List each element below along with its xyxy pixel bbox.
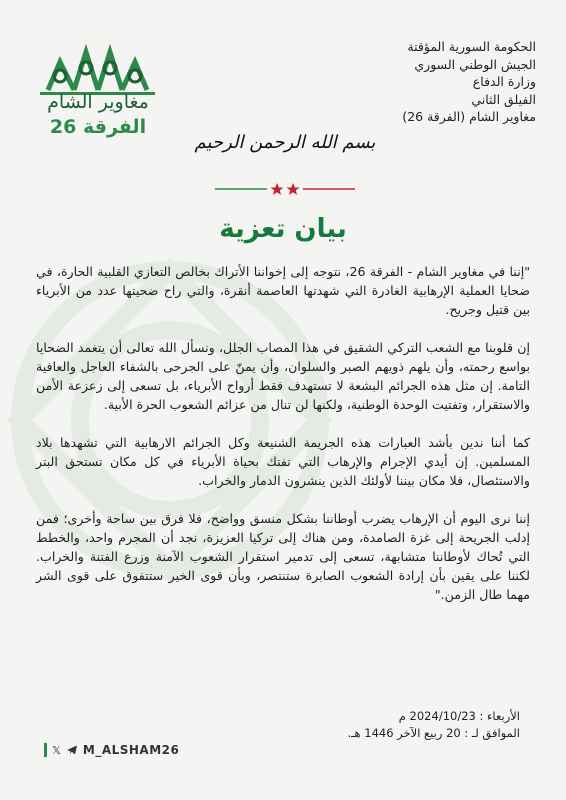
- body-paragraph: كما أننا ندين بأشد العبارات هذه الجريمة الشنيعة وكل الجرائم الارهابية التي تشهدها بلاد المسلمين. إن أيدي الإجرام والإرهاب التي تفتك بحياة الأبرياء في كل مكان تستحق البتر والاستئصال، فلا مكان بيننا لأولئك الذين ينشرون الدمار والخراب.: [36, 435, 530, 488]
- date-gregorian: الأربعاء : 2024/10/23 م: [398, 709, 520, 723]
- body-paragraph: إننا نرى اليوم أن الإرهاب يضرب أوطاننا بشكل منسق وواضح، فلا فرق بين ساحة وأخرى؛ فمن إدلب الجريحة إلى غزة الصامدة، ومن هناك إلى تركيا العزيزة، نجد أن المجرم واحد، والخطط التي تُحاك لأوطاننا متشابهة، تسعى إلى تدمير استقرار الشعوب الآمنة وزرع الفتنة والخراب. لكننا على يقين بأن إرادة الشعوب الصابرة ستنتصر، وبأن قوى الخير ستتفوق على قوى الشر مهما طال الزمن.": [36, 511, 530, 602]
- star-icon: [270, 183, 283, 195]
- logo-division: الفرقة 26: [49, 116, 147, 138]
- body-paragraph: "إننا في مغاوير الشام - الفرقة 26، نتوجه إلى إخواننا الأتراك بخالص التعازي القلبية الحارة، في ضحايا العملية الإرهابية الغادرة التي شهدتها العاصمة أنقرة، والتي راح ضحيتها عدد من الأبرياء بين قتيل وجريح.: [36, 264, 530, 317]
- body-paragraph: إن قلوبنا مع الشعب التركي الشقيق في هذا المصاب الجلل، ونسأل الله تعالى أن يتغمد الضحايا بواسع رحمته، وأن يلهم ذويهم الصبر والسلوان، وأن يمنّ على الجرحى بالشفاء العاجل والعافية التامة. إن مثل هذه الجرائم البشعة لا تستهدف فقط أرواح الأبرياء، بل تسعى إلى زعزعة الأمن والاستقرار، وتفتيت الوحدة الوطنية، ولكنها لن تنال من عزائم الشعوب الحرة الأبية.: [36, 340, 530, 412]
- header-line: وزارة الدفاع: [472, 74, 536, 89]
- header-line: الحكومة السورية المؤقتة: [407, 39, 536, 54]
- date-block: [280, 708, 520, 742]
- social-footer: [44, 741, 179, 759]
- header-line: الجيش الوطني السوري: [414, 56, 536, 72]
- statement-title: بيان تعزية: [219, 214, 347, 244]
- header-org-lines: [276, 38, 536, 126]
- flag-stars-divider: [215, 182, 355, 196]
- statement-body: [36, 262, 530, 623]
- header-line: الفيلق الثاني: [471, 91, 536, 107]
- logo-name: مغاوير الشام: [47, 91, 149, 113]
- date-hijri: الموافق لـ : 20 ربيع الآخر 1446 هـ.: [347, 726, 520, 740]
- basmala: بسم الله الرحمن الرحيم: [194, 132, 376, 153]
- social-handle: M_ALSHAM26: [82, 743, 180, 757]
- telegram-icon: [66, 744, 78, 756]
- x-icon: 𝕏: [52, 743, 61, 757]
- header-line: مغاوير الشام (الفرقة 26): [402, 109, 536, 124]
- star-icon: [286, 183, 299, 195]
- footer-accent-bar: [44, 743, 47, 757]
